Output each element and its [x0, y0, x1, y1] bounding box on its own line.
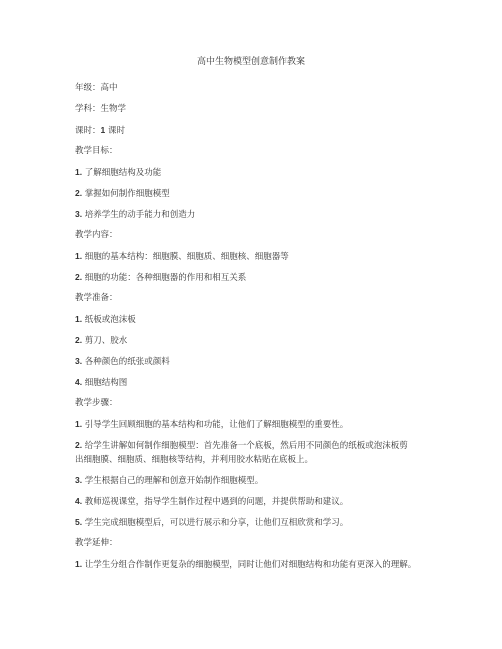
hours-suffix: 课时 [105, 126, 125, 136]
hours-number: 1 [100, 125, 106, 135]
prep-heading: 教学准备： [75, 293, 118, 303]
item-text: 了解细胞结构及功能 [82, 168, 162, 178]
item-number: 1. [75, 314, 83, 324]
objective-item [75, 187, 170, 200]
content-item [75, 271, 246, 284]
step-item [75, 439, 408, 452]
item-number: 2. [75, 188, 83, 198]
item-number: 1. [75, 559, 83, 569]
prep-item [75, 355, 170, 368]
step-item [75, 418, 348, 431]
item-number: 4. [75, 377, 83, 387]
item-number: 3. [75, 475, 83, 485]
item-text: 教师巡视课堂，指导学生制作过程中遇到的问题，并提供帮助和建议。 [82, 497, 349, 507]
item-number: 2. [75, 272, 83, 282]
document-title: 高中生物模型创意制作教案 [196, 57, 305, 67]
item-number: 4. [75, 496, 83, 506]
item-text: 让学生分组合作制作更复杂的细胞模型，同时让他们对细胞结构和功能有更深入的理解。 [82, 560, 417, 570]
step-item [75, 495, 348, 508]
item-number: 1. [75, 167, 83, 177]
item-text: 出细胞膜、细胞质、细胞核等结构，并利用胶水粘贴在底板上。 [75, 455, 314, 465]
step-item-continuation [75, 453, 313, 466]
prep-item [75, 334, 127, 347]
step-item [75, 516, 348, 529]
item-text: 细胞的基本结构：细胞膜、细胞质、细胞核、细胞器等 [82, 252, 289, 262]
item-text: 细胞结构图 [82, 378, 128, 388]
content-heading: 教学内容： [75, 230, 118, 240]
content-item [75, 250, 289, 263]
item-text: 掌握如何制作细胞模型 [82, 189, 170, 199]
grade-line: 年级：高中 [75, 83, 118, 93]
item-text: 给学生讲解如何制作细胞模型：首先准备一个底板，然后用不同颜色的纸板或泡沫板剪 [82, 441, 408, 451]
hours-line [75, 124, 125, 137]
item-number: 1. [75, 419, 83, 429]
item-number: 5. [75, 517, 83, 527]
item-text: 引导学生回顾细胞的基本结构和功能，让他们了解细胞模型的重要性。 [82, 420, 349, 430]
item-text: 细胞的功能：各种细胞器的作用和相互关系 [82, 273, 247, 283]
objective-item [75, 166, 161, 179]
item-number: 1. [75, 251, 83, 261]
item-text: 学生根据自己的理解和创意开始制作细胞模型。 [82, 476, 264, 486]
steps-heading: 教学步骤： [75, 398, 118, 408]
step-item [75, 474, 263, 487]
prep-item [75, 313, 136, 326]
item-text: 各种颜色的纸张或颜料 [82, 357, 170, 367]
item-number: 3. [75, 356, 83, 366]
item-number: 3. [75, 209, 83, 219]
extension-heading: 教学延伸： [75, 538, 118, 548]
item-text: 纸板或泡沫板 [82, 315, 136, 325]
item-number: 2. [75, 440, 83, 450]
extension-item [75, 558, 416, 571]
item-number: 2. [75, 335, 83, 345]
objective-item [75, 208, 195, 221]
item-text: 剪刀、胶水 [82, 336, 128, 346]
item-text: 培养学生的动手能力和创造力 [82, 210, 196, 220]
objectives-heading: 教学目标： [75, 146, 118, 156]
prep-item [75, 376, 127, 389]
hours-prefix: 课时： [75, 126, 101, 136]
item-text: 学生完成细胞模型后，可以进行展示和分享，让他们互相欣赏和学习。 [82, 518, 349, 528]
subject-line: 学科：生物学 [75, 104, 127, 114]
